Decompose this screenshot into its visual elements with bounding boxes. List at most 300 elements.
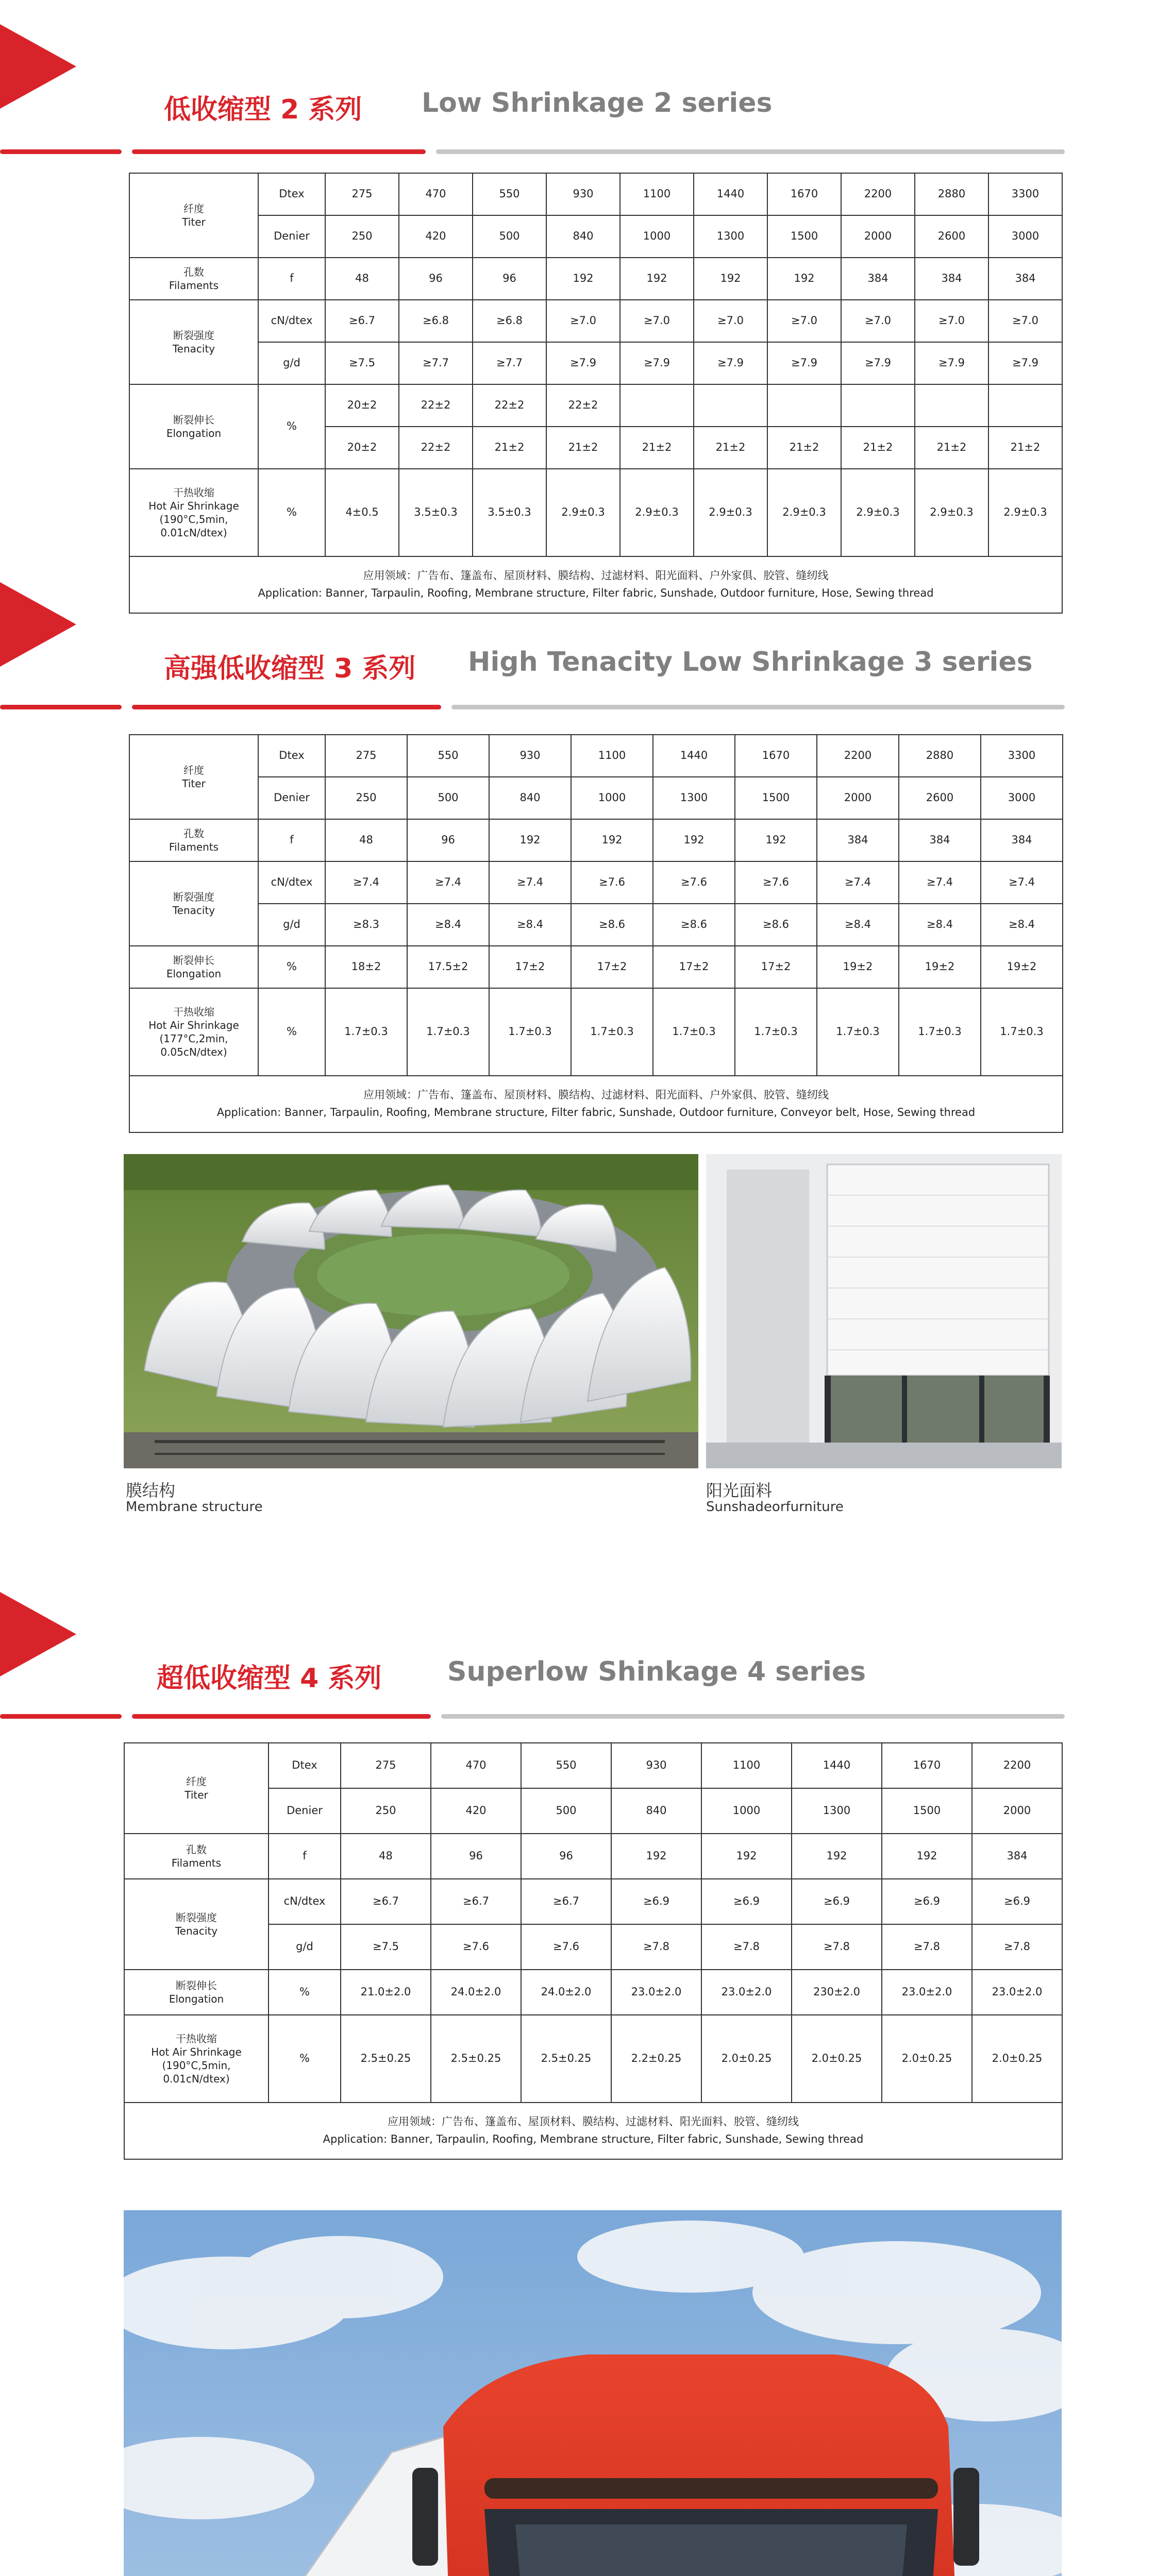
row-label — [129, 735, 258, 819]
value-cell: 2.9±0.3 — [694, 469, 767, 556]
value-cell: 96 — [473, 258, 546, 300]
value-cell: 1.7±0.3 — [817, 988, 899, 1076]
value-cell: 3300 — [988, 173, 1062, 215]
value-cell: 2.0±0.25 — [972, 2015, 1062, 2103]
application-text-cn: 应用领域：广告布、篷盖布、屋顶材料、膜结构、过滤材料、阳光面料、户外家俱、胶管、缝纫线 — [363, 569, 829, 582]
value-cell: ≥7.9 — [841, 342, 915, 384]
value-cell: 550 — [407, 735, 489, 777]
value-cell: 192 — [489, 819, 571, 861]
cell-line: 0.05cN/dtex) — [160, 1046, 227, 1058]
table-row — [129, 556, 1062, 613]
value-cell: 275 — [325, 173, 399, 215]
value-cell: ≥7.7 — [399, 342, 473, 384]
value-cell: 1500 — [767, 215, 841, 258]
table-row — [129, 861, 1063, 904]
photo-caption-en: Sunshadeorfurniture — [706, 1499, 844, 1515]
table-row — [129, 904, 1063, 946]
value-cell: 3.5±0.3 — [399, 469, 473, 556]
cell-line: 纤度 — [183, 764, 204, 776]
table-row — [124, 1743, 1062, 1788]
value-cell: 250 — [325, 777, 407, 819]
value-cell: 23.0±2.0 — [611, 1970, 701, 2015]
value-cell: 250 — [341, 1788, 431, 1834]
value-cell: 1.7±0.3 — [653, 988, 735, 1076]
value-cell: ≥7.0 — [915, 300, 988, 342]
cell-line: Tenacity — [175, 1925, 218, 1937]
photo-caption-cn: 膜结构 — [126, 1481, 176, 1500]
value-cell: ≥7.4 — [981, 861, 1063, 904]
value-cell: ≥6.8 — [399, 300, 473, 342]
table-row — [129, 342, 1062, 384]
value-cell: 2.5±0.25 — [341, 2015, 431, 2103]
value-cell: 3000 — [988, 215, 1062, 258]
photo-caption-cn: 阳光面料 — [706, 1481, 773, 1500]
cell-line: (190°C,5min, — [162, 2059, 231, 2072]
value-cell: 2200 — [972, 1743, 1062, 1788]
value-cell: ≥6.7 — [521, 1879, 611, 1924]
section-title-cn: 高强低收缩型 3 系列 — [164, 653, 416, 684]
row-label — [124, 1879, 269, 1970]
unit-cell: Dtex — [258, 173, 325, 215]
value-cell: 1.7±0.3 — [325, 988, 407, 1076]
unit-cell: Denier — [269, 1788, 341, 1834]
value-cell: 2200 — [841, 173, 915, 215]
cell-line: 断裂伸长 — [173, 414, 214, 426]
value-cell: ≥6.7 — [325, 300, 399, 342]
value-cell: ≥7.4 — [325, 861, 407, 904]
value-cell: ≥6.9 — [882, 1879, 972, 1924]
cell-line: 孔数 — [183, 827, 204, 840]
table-row — [124, 2015, 1062, 2103]
table-row — [124, 1834, 1062, 1879]
value-cell: 1.7±0.3 — [571, 988, 653, 1076]
value-cell: 22±2 — [546, 384, 620, 427]
application-text-cn: 应用领域：广告布、篷盖布、屋顶材料、膜结构、过滤材料、阳光面料、户外家俱、胶管、缝纫线 — [363, 1089, 829, 1101]
value-cell: ≥6.7 — [431, 1879, 521, 1924]
row-label — [129, 988, 258, 1076]
divider — [132, 1714, 431, 1719]
value-cell: 500 — [521, 1788, 611, 1834]
value-cell: 1500 — [735, 777, 817, 819]
value-cell: ≥7.6 — [431, 1924, 521, 1970]
value-cell: ≥6.9 — [792, 1879, 882, 1924]
value-cell: ≥7.9 — [767, 342, 841, 384]
cell-line: (177°C,2min, — [159, 1032, 228, 1045]
unit-cell: % — [269, 2015, 341, 2103]
cell-line: Hot Air Shrinkage — [151, 2046, 242, 2058]
unit-cell: % — [269, 1970, 341, 2015]
value-cell: ≥7.8 — [611, 1924, 701, 1970]
value-cell: 1100 — [701, 1743, 792, 1788]
value-cell: 250 — [325, 215, 399, 258]
value-cell: 24.0±2.0 — [431, 1970, 521, 2015]
value-cell: 1440 — [694, 173, 767, 215]
table-row — [129, 258, 1062, 300]
section-title-cn: 低收缩型 2 系列 — [164, 94, 362, 125]
divider — [132, 149, 426, 154]
value-cell: 2000 — [817, 777, 899, 819]
value-cell: 96 — [399, 258, 473, 300]
value-cell: ≥7.0 — [694, 300, 767, 342]
section-title-cn: 超低收缩型 4 系列 — [157, 1663, 382, 1694]
value-cell: 48 — [325, 819, 407, 861]
value-cell: 2.5±0.25 — [521, 2015, 611, 2103]
value-cell: 2.9±0.3 — [546, 469, 620, 556]
value-cell: 1000 — [571, 777, 653, 819]
value-cell — [767, 384, 841, 427]
value-cell: 21±2 — [546, 427, 620, 469]
value-cell: 930 — [546, 173, 620, 215]
value-cell: 2600 — [899, 777, 981, 819]
value-cell: 21±2 — [988, 427, 1062, 469]
unit-cell: cN/dtex — [269, 1879, 341, 1924]
sunshade-photo — [706, 1154, 1062, 1468]
row-label — [129, 946, 258, 988]
application-cell — [129, 1076, 1063, 1132]
value-cell: ≥7.0 — [988, 300, 1062, 342]
value-cell: ≥7.4 — [899, 861, 981, 904]
value-cell: 21±2 — [473, 427, 546, 469]
spec-table — [124, 1742, 1063, 2160]
value-cell: 2000 — [841, 215, 915, 258]
value-cell: ≥7.4 — [489, 861, 571, 904]
value-cell: ≥6.9 — [972, 1879, 1062, 1924]
divider — [132, 705, 441, 709]
value-cell: 840 — [611, 1788, 701, 1834]
value-cell: ≥8.4 — [817, 904, 899, 946]
value-cell: 1000 — [701, 1788, 792, 1834]
spec-table — [129, 734, 1063, 1133]
value-cell: 21±2 — [767, 427, 841, 469]
value-cell: 192 — [653, 819, 735, 861]
cell-line: Filaments — [169, 279, 219, 292]
value-cell: ≥7.8 — [882, 1924, 972, 1970]
spec-table — [129, 173, 1063, 614]
value-cell: 21.0±2.0 — [341, 1970, 431, 2015]
value-cell: 2.9±0.3 — [841, 469, 915, 556]
value-cell: 470 — [431, 1743, 521, 1788]
row-label — [129, 819, 258, 861]
section-marker-icon — [0, 24, 76, 109]
row-label — [129, 258, 258, 300]
value-cell: 19±2 — [899, 946, 981, 988]
membrane-structure-photo — [124, 1154, 698, 1468]
unit-cell: Dtex — [258, 735, 325, 777]
value-cell: 1100 — [620, 173, 694, 215]
cell-line: 断裂强度 — [176, 1911, 217, 1924]
value-cell: 192 — [620, 258, 694, 300]
value-cell: 1000 — [620, 215, 694, 258]
value-cell: 17±2 — [653, 946, 735, 988]
cell-line: 干热收缩 — [173, 486, 214, 499]
value-cell: 192 — [694, 258, 767, 300]
value-cell: 1670 — [735, 735, 817, 777]
value-cell: ≥7.4 — [407, 861, 489, 904]
row-label — [124, 1970, 269, 2015]
table-row — [124, 1879, 1062, 1924]
value-cell: 2.9±0.3 — [988, 469, 1062, 556]
value-cell: 550 — [473, 173, 546, 215]
value-cell: ≥7.5 — [325, 342, 399, 384]
row-label — [124, 2015, 269, 2103]
row-label — [124, 1834, 269, 1879]
application-text-en: Application: Banner, Tarpaulin, Roofing, Membrane structure, Filter fabric, Sunshade, Sewing thread — [323, 2133, 864, 2145]
value-cell: ≥7.4 — [817, 861, 899, 904]
value-cell: 3.5±0.3 — [473, 469, 546, 556]
value-cell: 3000 — [981, 777, 1063, 819]
value-cell: 19±2 — [817, 946, 899, 988]
section-title-en: Low Shrinkage 2 series — [422, 88, 773, 118]
value-cell: 2.9±0.3 — [620, 469, 694, 556]
value-cell: 2.9±0.3 — [767, 469, 841, 556]
value-cell: 192 — [701, 1834, 792, 1879]
value-cell: 192 — [735, 819, 817, 861]
value-cell: 1.7±0.3 — [899, 988, 981, 1076]
value-cell: 2200 — [817, 735, 899, 777]
value-cell: 17±2 — [571, 946, 653, 988]
cell-line: 断裂伸长 — [173, 954, 214, 967]
value-cell: 192 — [611, 1834, 701, 1879]
unit-cell: % — [258, 469, 325, 556]
value-cell: 384 — [981, 819, 1063, 861]
value-cell: ≥8.6 — [653, 904, 735, 946]
value-cell: ≥7.9 — [694, 342, 767, 384]
value-cell: 275 — [325, 735, 407, 777]
value-cell: 384 — [915, 258, 988, 300]
table-row — [129, 988, 1063, 1076]
value-cell: 22±2 — [399, 384, 473, 427]
cell-line: 干热收缩 — [176, 2032, 217, 2045]
cell-line: 断裂强度 — [173, 329, 214, 342]
value-cell — [988, 384, 1062, 427]
value-cell: 48 — [325, 258, 399, 300]
cell-line: 纤度 — [183, 202, 204, 215]
cell-line: Titer — [185, 1789, 208, 1801]
value-cell: ≥7.9 — [546, 342, 620, 384]
value-cell: ≥7.6 — [521, 1924, 611, 1970]
cell-line: 0.01cN/dtex) — [160, 527, 227, 539]
value-cell: 500 — [473, 215, 546, 258]
value-cell: 470 — [399, 173, 473, 215]
table-row — [129, 819, 1063, 861]
unit-cell: % — [258, 988, 325, 1076]
value-cell: 2.0±0.25 — [701, 2015, 792, 2103]
value-cell: ≥7.5 — [341, 1924, 431, 1970]
value-cell: 2.0±0.25 — [792, 2015, 882, 2103]
value-cell: ≥7.9 — [988, 342, 1062, 384]
value-cell: 24.0±2.0 — [521, 1970, 611, 2015]
value-cell: 2.2±0.25 — [611, 2015, 701, 2103]
value-cell: 21±2 — [620, 427, 694, 469]
value-cell: ≥7.9 — [620, 342, 694, 384]
table-row — [129, 469, 1062, 556]
value-cell: 22±2 — [473, 384, 546, 427]
divider — [0, 1714, 122, 1719]
value-cell: 18±2 — [325, 946, 407, 988]
value-cell: ≥7.8 — [792, 1924, 882, 1970]
section-title-en: High Tenacity Low Shrinkage 3 series — [468, 647, 1033, 677]
value-cell: ≥6.7 — [341, 1879, 431, 1924]
value-cell: 192 — [767, 258, 841, 300]
value-cell: ≥7.6 — [571, 861, 653, 904]
value-cell: 384 — [972, 1834, 1062, 1879]
value-cell: 192 — [571, 819, 653, 861]
value-cell — [620, 384, 694, 427]
value-cell: 4±0.5 — [325, 469, 399, 556]
unit-cell: Denier — [258, 215, 325, 258]
value-cell: 1.7±0.3 — [735, 988, 817, 1076]
value-cell: 192 — [546, 258, 620, 300]
unit-cell: Dtex — [269, 1743, 341, 1788]
value-cell: 1.7±0.3 — [981, 988, 1063, 1076]
unit-cell: % — [258, 946, 325, 988]
row-label — [129, 173, 258, 258]
value-cell: 384 — [817, 819, 899, 861]
value-cell: 1500 — [882, 1788, 972, 1834]
value-cell: 1.7±0.3 — [489, 988, 571, 1076]
value-cell: 930 — [489, 735, 571, 777]
section-marker-icon — [0, 582, 76, 667]
value-cell: 1670 — [767, 173, 841, 215]
value-cell: 23.0±2.0 — [701, 1970, 792, 2015]
value-cell: 420 — [431, 1788, 521, 1834]
cell-line: Tenacity — [172, 343, 215, 355]
value-cell: 23.0±2.0 — [882, 1970, 972, 2015]
cell-line: 纤度 — [186, 1775, 207, 1788]
value-cell: 21±2 — [915, 427, 988, 469]
cell-line: 孔数 — [183, 266, 204, 278]
table-row — [129, 946, 1063, 988]
unit-cell: Denier — [258, 777, 325, 819]
value-cell — [841, 384, 915, 427]
divider — [0, 705, 122, 709]
section-title-en: Superlow Shinkage 4 series — [447, 1656, 866, 1687]
application-text-en: Application: Banner, Tarpaulin, Roofing, Membrane structure, Filter fabric, Sunshade, Outdoor furniture, Conveyor belt, Hose, Sewing thread — [216, 1106, 976, 1118]
table-row — [129, 735, 1063, 777]
value-cell: ≥7.8 — [701, 1924, 792, 1970]
value-cell: ≥6.9 — [611, 1879, 701, 1924]
value-cell: ≥7.8 — [972, 1924, 1062, 1970]
divider — [451, 705, 1065, 709]
value-cell: ≥7.0 — [546, 300, 620, 342]
unit-cell: g/d — [258, 904, 325, 946]
value-cell: 2600 — [915, 215, 988, 258]
unit-cell: f — [258, 819, 325, 861]
value-cell: 384 — [841, 258, 915, 300]
divider — [0, 149, 122, 154]
value-cell: 930 — [611, 1743, 701, 1788]
value-cell: ≥7.9 — [915, 342, 988, 384]
table-row — [124, 1970, 1062, 2015]
value-cell: 96 — [431, 1834, 521, 1879]
value-cell: 1670 — [882, 1743, 972, 1788]
cell-line: 孔数 — [186, 1843, 207, 1856]
row-label — [129, 469, 258, 556]
value-cell: ≥8.4 — [981, 904, 1063, 946]
value-cell: ≥6.8 — [473, 300, 546, 342]
cell-line: 断裂伸长 — [176, 1979, 217, 1992]
unit-cell: f — [269, 1834, 341, 1879]
value-cell: ≥6.9 — [701, 1879, 792, 1924]
value-cell: 384 — [988, 258, 1062, 300]
value-cell: 3300 — [981, 735, 1063, 777]
value-cell: 17.5±2 — [407, 946, 489, 988]
value-cell: 2.0±0.25 — [882, 2015, 972, 2103]
value-cell: 1300 — [694, 215, 767, 258]
value-cell — [915, 384, 988, 427]
value-cell: 20±2 — [325, 384, 399, 427]
value-cell: 1440 — [792, 1743, 882, 1788]
unit-cell: % — [258, 384, 325, 469]
value-cell: 20±2 — [325, 427, 399, 469]
cell-line: 断裂强度 — [173, 891, 214, 903]
unit-cell: g/d — [258, 342, 325, 384]
cell-line: Elongation — [166, 968, 222, 980]
cell-line: 0.01cN/dtex) — [163, 2073, 230, 2085]
section-marker-icon — [0, 1592, 76, 1676]
photo-caption-en: Membrane structure — [126, 1499, 263, 1515]
value-cell: 1100 — [571, 735, 653, 777]
row-label — [129, 861, 258, 946]
value-cell: 1300 — [792, 1788, 882, 1834]
value-cell: 1300 — [653, 777, 735, 819]
value-cell: ≥8.3 — [325, 904, 407, 946]
value-cell: 48 — [341, 1834, 431, 1879]
table-row — [129, 215, 1062, 258]
divider — [436, 149, 1065, 154]
value-cell: 384 — [899, 819, 981, 861]
value-cell: 1.7±0.3 — [407, 988, 489, 1076]
cell-line: Elongation — [166, 427, 222, 439]
row-label — [124, 1743, 269, 1834]
value-cell: ≥7.7 — [473, 342, 546, 384]
cell-line: Filaments — [171, 1857, 222, 1869]
value-cell: 19±2 — [981, 946, 1063, 988]
application-cell — [124, 2103, 1062, 2159]
value-cell: 1440 — [653, 735, 735, 777]
value-cell: 840 — [546, 215, 620, 258]
value-cell: ≥8.4 — [407, 904, 489, 946]
table-row — [129, 173, 1062, 215]
value-cell: 500 — [407, 777, 489, 819]
value-cell: ≥7.6 — [735, 861, 817, 904]
application-cell — [129, 556, 1062, 613]
table-row — [129, 777, 1063, 819]
value-cell: 192 — [882, 1834, 972, 1879]
cell-line: (190°C,5min, — [159, 513, 228, 526]
value-cell: 2880 — [899, 735, 981, 777]
value-cell: 96 — [407, 819, 489, 861]
value-cell: ≥7.0 — [620, 300, 694, 342]
cell-line: Elongation — [169, 1993, 224, 2005]
cell-line: Titer — [182, 216, 206, 228]
value-cell: ≥7.0 — [767, 300, 841, 342]
tarpaulin-truck-photo — [124, 2210, 1062, 2576]
row-label — [129, 300, 258, 384]
table-row — [129, 300, 1062, 342]
value-cell: ≥8.4 — [489, 904, 571, 946]
cell-line: Tenacity — [172, 904, 215, 917]
value-cell: 96 — [521, 1834, 611, 1879]
value-cell: 275 — [341, 1743, 431, 1788]
value-cell: 550 — [521, 1743, 611, 1788]
value-cell: ≥8.4 — [899, 904, 981, 946]
value-cell: 22±2 — [399, 427, 473, 469]
unit-cell: g/d — [269, 1924, 341, 1970]
value-cell: 21±2 — [694, 427, 767, 469]
unit-cell: cN/dtex — [258, 300, 325, 342]
value-cell: 2000 — [972, 1788, 1062, 1834]
